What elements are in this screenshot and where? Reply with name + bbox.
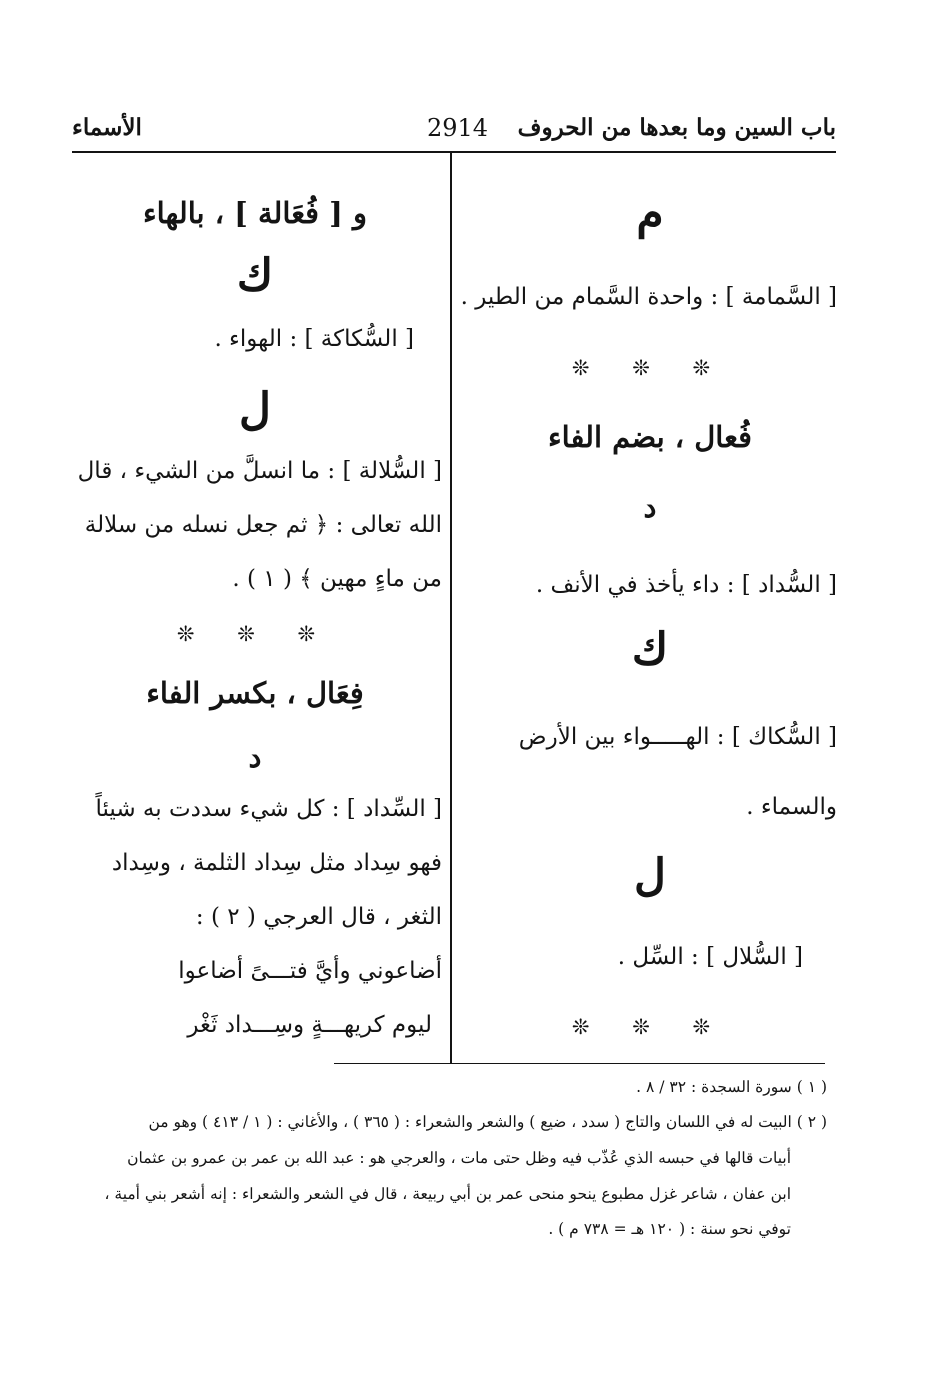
letter-heading-dal: د <box>248 740 262 774</box>
entry-sullal: [ السُّلال ] : السِّل . <box>617 944 803 970</box>
entry-sukkak-line2: والسماء . <box>746 794 837 820</box>
entry-sulala-line1: [ السُّلالة ] : ما انسلَّ من الشيء ، قال <box>77 458 442 484</box>
letter-heading-kaf: ك <box>631 624 669 675</box>
footnote-2-line1: ( ٢ ) البيت له في اللسان والتاج ( سدد ، ضيع ) والشعر والشعراء : ( ٣٦٥ ) ، والأغاني : ( ١ / ٤١٣ ) وهو من <box>148 1113 827 1131</box>
footnote-2-line4: توفي نحو سنة : ( ١٢٠ هـ = ٧٣٨ م ) . <box>548 1220 791 1238</box>
entry-sukkak-line1: [ السُّكاك ] : الهـــــواء بين الأرض <box>518 724 837 750</box>
entry-sukaka: [ السُّكاكة ] : الهواء . <box>214 326 414 352</box>
entry-siddad-line1: [ السِّداد ] : كل شيء سددت به شيئاً <box>95 796 442 822</box>
entry-siddad-line3: الثغر ، قال العرجي ( ٢ ) : <box>195 904 442 930</box>
letter-heading-kaf: ك <box>236 250 274 301</box>
page-number: 2914 <box>427 114 489 142</box>
separator-stars: ❊ ❊ ❊ <box>176 622 334 646</box>
letter-heading-lam: ل <box>634 850 666 901</box>
entry-siddad-line2: فهو سِداد مثل سِداد الثلمة ، وسِداد <box>111 850 442 876</box>
letter-heading-lam: ل <box>239 384 271 435</box>
section-heading-fual: فُعال ، بضم الفاء <box>548 420 752 454</box>
section-heading-fuala: و [ فُعَالة ] ، بالهاء <box>143 196 367 230</box>
chapter-title: باب السين وما بعدها من الحروف <box>517 114 836 141</box>
column-divider <box>450 151 452 1063</box>
letter-heading-mim: م <box>636 188 664 239</box>
separator-stars: ❊ ❊ ❊ <box>571 356 729 380</box>
verse-line-2: ليوم كريهـــةٍ وسِـــداد ثَغْر <box>187 1012 432 1038</box>
entry-sulala-line3: من ماءٍ مهين ﴾ ( ١ ) . <box>232 566 442 592</box>
letter-heading-dal: د <box>643 490 657 524</box>
footnote-rule <box>334 1063 825 1064</box>
section-title: الأسماء <box>72 114 142 141</box>
entry-samama: [ السَّمامة ] : واحدة السَّمام من الطير . <box>460 284 837 310</box>
footnote-2-line3: ابن عفان ، شاعر غزل مطبوع ينحو منحى عمر بن أبي ربيعة ، قال في الشعر والشعراء : إنه أشعر بني أمية ، <box>104 1185 791 1203</box>
verse-line-1: أضاعوني وأيَّ فتـــىً أضاعوا <box>178 958 442 984</box>
entry-sulala-line2: الله تعالى : ﴿ ثم جعل نسله من سلالة <box>84 512 442 538</box>
footnote-1: ( ١ ) سورة السجدة : ٣٢ / ٨ . <box>636 1078 827 1096</box>
header-rule <box>72 151 836 153</box>
section-heading-fial: فِعَال ، بكسر الفاء <box>146 676 364 710</box>
entry-suddad: [ السُّداد ] : داء يأخذ في الأنف . <box>535 572 837 598</box>
separator-stars: ❊ ❊ ❊ <box>571 1015 729 1039</box>
footnote-2-line2: أبيات قالها في حبسه الذي عُذّب فيه وظل حتى مات ، والعرجي هو : عبد الله بن عمر بن عمرو بن عثمان <box>127 1149 791 1167</box>
